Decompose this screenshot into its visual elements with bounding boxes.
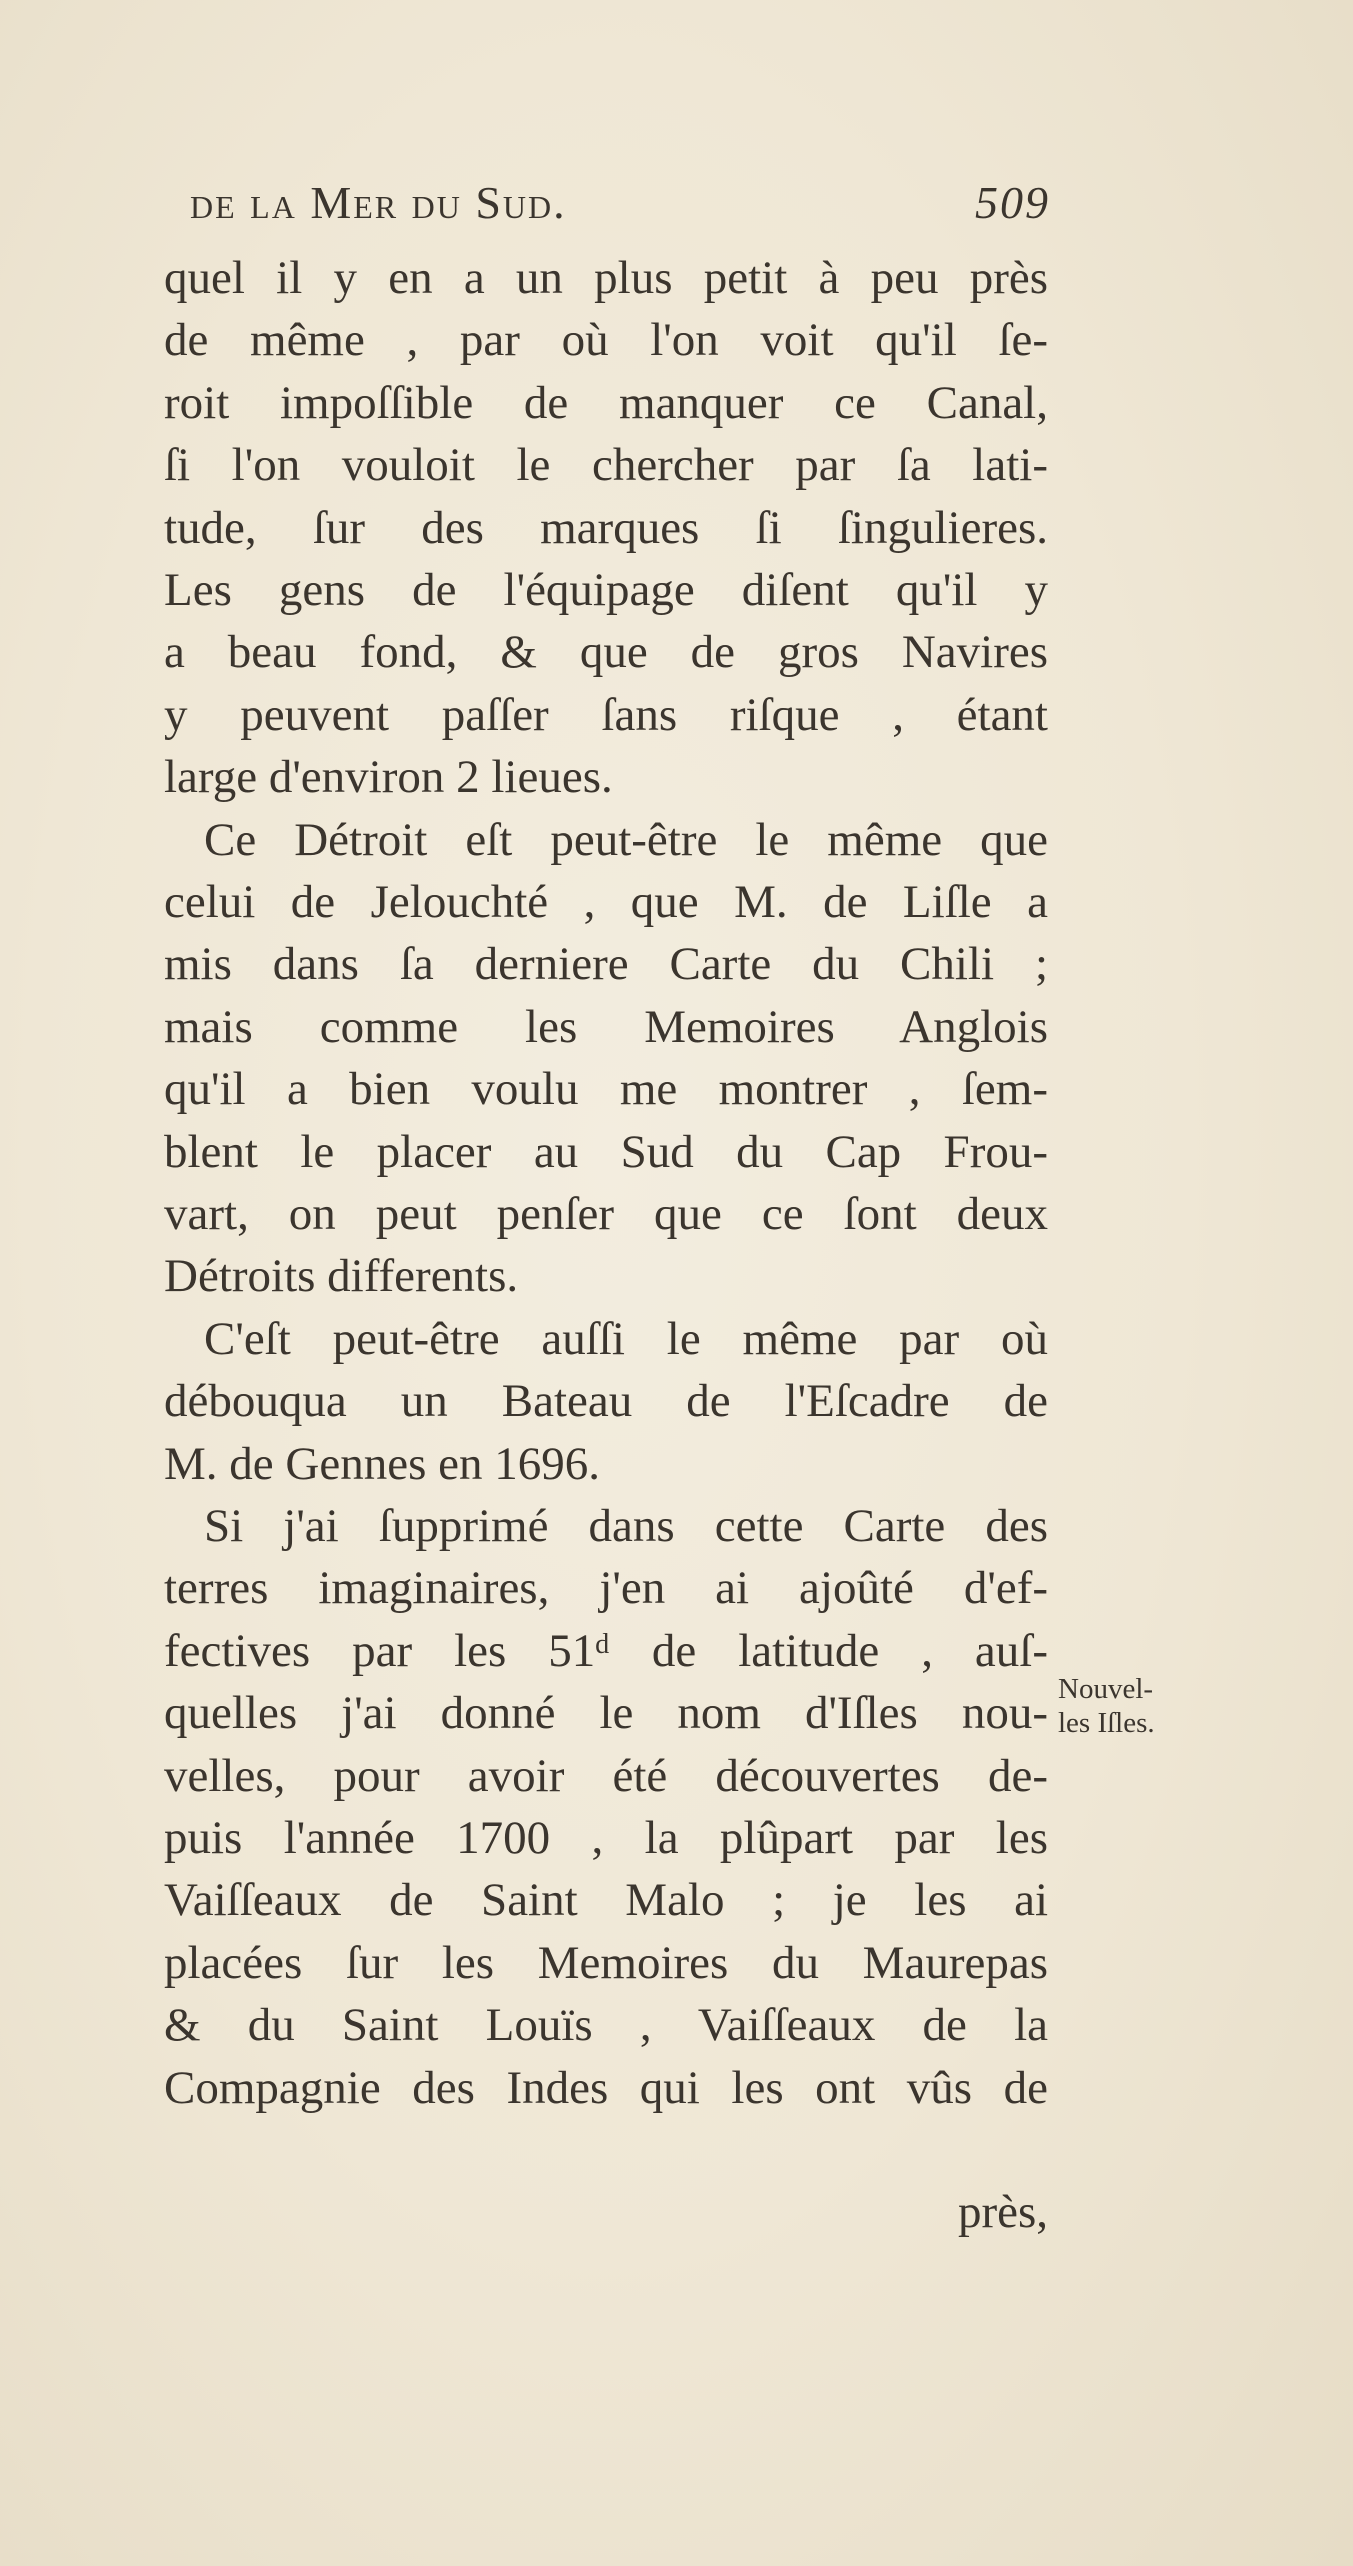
running-title: de la Mer du Sud. [190, 177, 567, 228]
text-line: Compagnie des Indes qui les ont vûs de [164, 2061, 1048, 2114]
text-line: de même , par où l'on voit qu'il ſe- [164, 314, 1048, 367]
text-line: a beau fond, & que de gros Navires [164, 626, 1048, 679]
text-line: mis dans ſa derniere Carte du Chili ; [164, 938, 1048, 991]
text-line: quelles j'ai donné le nom d'Iſles nou- [164, 1687, 1048, 1740]
text-line: C'eſt peut-être auſſi le même par où [204, 1312, 1048, 1365]
text-line: tude, ſur des marques ſi ſingulieres. [164, 501, 1048, 554]
text-line: puis l'année 1700 , la plûpart par les [164, 1812, 1048, 1864]
margin-note-line: Nouvel- [1058, 1673, 1154, 1705]
catchword: près, [957, 2186, 1048, 2238]
text-line: roit impoſſible de manquer ce Canal, [164, 376, 1048, 429]
text-line: qu'il a bien voulu me montrer , ſem- [164, 1063, 1048, 1116]
text-line: celui de Jelouchté , que M. de Liſle a [164, 876, 1048, 928]
text-line: large d'environ 2 lieues. [164, 751, 613, 804]
text-line: & du Saint Louïs , Vaiſſeaux de la [164, 1999, 1048, 2052]
margin-note-line: les Iſles. [1058, 1707, 1155, 1739]
running-header [190, 176, 1050, 236]
text-line: débouqua un Bateau de l'Eſcadre de [164, 1375, 1048, 1428]
text-line: Si j'ai ſupprimé dans cette Carte des [204, 1500, 1048, 1552]
text-line: blent le placer au Sud du Cap Frou- [164, 1125, 1048, 1178]
text-line: vart, on peut penſer que ce ſont deux [164, 1188, 1048, 1240]
text-line: mais comme les Memoires Anglois [164, 1000, 1048, 1053]
text-line: y peuvent paſſer ſans riſque , étant [164, 688, 1048, 741]
text-line: M. de Gennes en 1696. [164, 1437, 600, 1490]
text-line: Vaiſſeaux de Saint Malo ; je les ai [164, 1874, 1048, 1927]
margin-note [1058, 1672, 1155, 1740]
text-line: ſi l'on vouloit le chercher par ſa lati- [164, 439, 1048, 492]
text-line: quel il y en a un plus petit à peu près [164, 252, 1048, 304]
text-line: Ce Détroit eſt peut-être le même que [204, 813, 1048, 866]
text-line: velles, pour avoir été découvertes de- [164, 1749, 1048, 1802]
text-line: Détroits differents. [164, 1250, 519, 1303]
text-line: fectives par les 51ᵈ de latitude , auſ- [164, 1624, 1048, 1677]
page-number: 509 [975, 177, 1050, 228]
text-line: Les gens de l'équipage diſent qu'il y [164, 564, 1048, 616]
text-line: placées ſur les Memoires du Maurepas [164, 1936, 1048, 1989]
text-line: terres imaginaires, j'en ai ajoûté d'ef- [164, 1562, 1048, 1615]
